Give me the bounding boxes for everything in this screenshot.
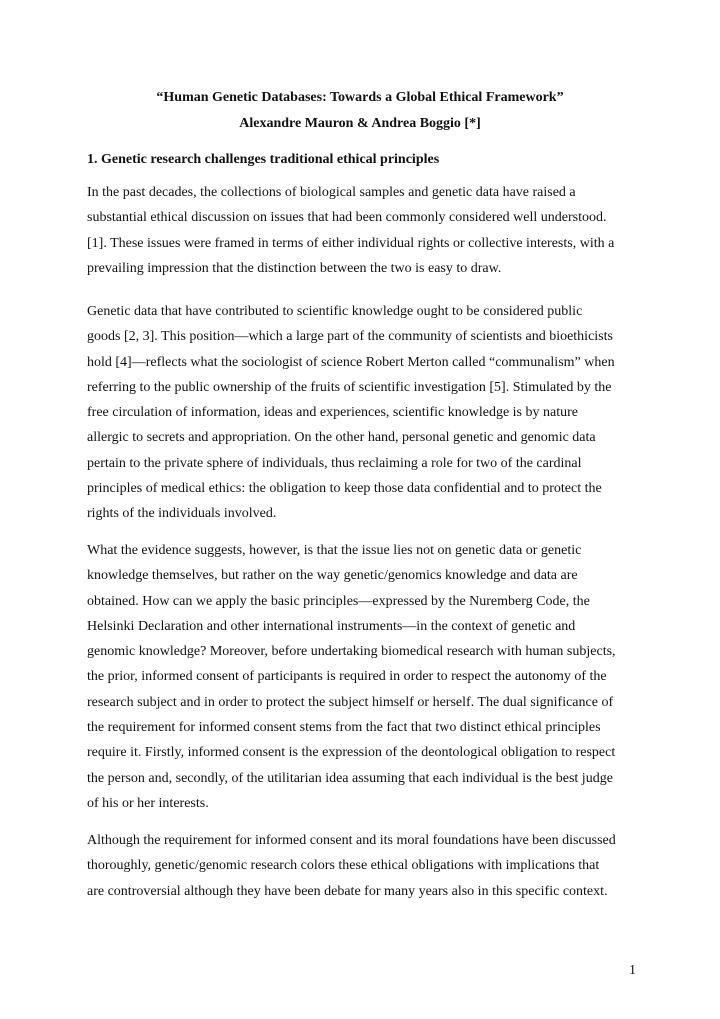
- section-heading: 1. Genetic research challenges traditional ethical principles: [87, 152, 440, 167]
- paragraph-line: In the past decades, the collections of biological samples and genetic data have raised a: [87, 185, 576, 200]
- paragraph-line: research subject and in order to protect the subject himself or herself. The dual significance of: [87, 694, 614, 710]
- paragraph-line: knowledge themselves, but rather on the way genetic/genomics knowledge and data are: [87, 568, 578, 584]
- paragraph-line: hold [4]—reflects what the sociologist of science Robert Merton called “communalism” when: [87, 354, 615, 370]
- paragraph-line: goods [2, 3]. This position—which a large part of the community of scientists and bioethicists: [87, 329, 613, 345]
- paragraph-line: rights of the individuals involved.: [87, 506, 277, 522]
- document-authors: Alexandre Mauron & Andrea Boggio [*]: [239, 116, 481, 131]
- paragraph-line: obtained. How can we apply the basic principles—expressed by the Nuremberg Code, the: [87, 593, 590, 609]
- paragraph-line: require it. Firstly, informed consent is the expression of the deontological obligation to respect: [87, 745, 616, 761]
- paragraph-line: prevailing impression that the distinction between the two is easy to draw.: [87, 260, 502, 276]
- paragraph-line: the person and, secondly, of the utilitarian idea assuming that each individual is the best judge: [87, 770, 613, 786]
- paragraph-1: [87, 184, 647, 285]
- paragraph-3: [87, 542, 647, 820]
- paragraph-line: What the evidence suggests, however, is that the issue lies not on genetic data or genetic: [87, 543, 582, 558]
- paragraph-line: genomic knowledge? Moreover, before undertaking biomedical research with human subjects,: [87, 644, 616, 660]
- paragraph-line: the requirement for informed consent stems from the fact that two distinct ethical principles: [87, 720, 601, 736]
- paragraph-line: allergic to secrets and appropriation. On the other hand, personal genetic and genomic data: [87, 430, 596, 446]
- paragraph-line: Although the requirement for informed consent and its moral foundations have been discussed: [87, 833, 616, 848]
- paragraph-line: free circulation of information, ideas and experiences, scientific knowledge is by nature: [87, 405, 578, 421]
- paragraph-line: of his or her interests.: [87, 795, 209, 811]
- paragraph-4: [87, 832, 647, 908]
- paragraph-line: substantial ethical discussion on issues that had been commonly considered well understood.: [87, 210, 607, 226]
- document-title: “Human Genetic Databases: Towards a Global Ethical Framework”: [156, 90, 564, 105]
- paragraph-line: [1]. These issues were framed in terms of either individual rights or collective interests, with a: [87, 235, 615, 251]
- paragraph-2: [87, 303, 647, 531]
- paragraph-line: Genetic data that have contributed to scientific knowledge ought to be considered public: [87, 304, 583, 319]
- page-number: 1: [629, 963, 636, 978]
- paragraph-line: pertain to the private sphere of individuals, thus reclaiming a role for two of the cardinal: [87, 455, 582, 471]
- paragraph-line: the prior, informed consent of participants is required in order to respect the autonomy of the: [87, 669, 607, 685]
- paragraph-line: Helsinki Declaration and other international instruments—in the context of genetic and: [87, 618, 576, 634]
- paragraph-line: thoroughly, genetic/genomic research colors these ethical obligations with implications that: [87, 858, 600, 874]
- paragraph-line: referring to the public ownership of the fruits of scientific investigation [5]. Stimulated by the: [87, 379, 612, 395]
- paragraph-line: principles of medical ethics: the obligation to keep those data confidential and to protect the: [87, 481, 602, 497]
- paragraph-line: are controversial although they have been debate for many years also in this specific context.: [87, 883, 608, 899]
